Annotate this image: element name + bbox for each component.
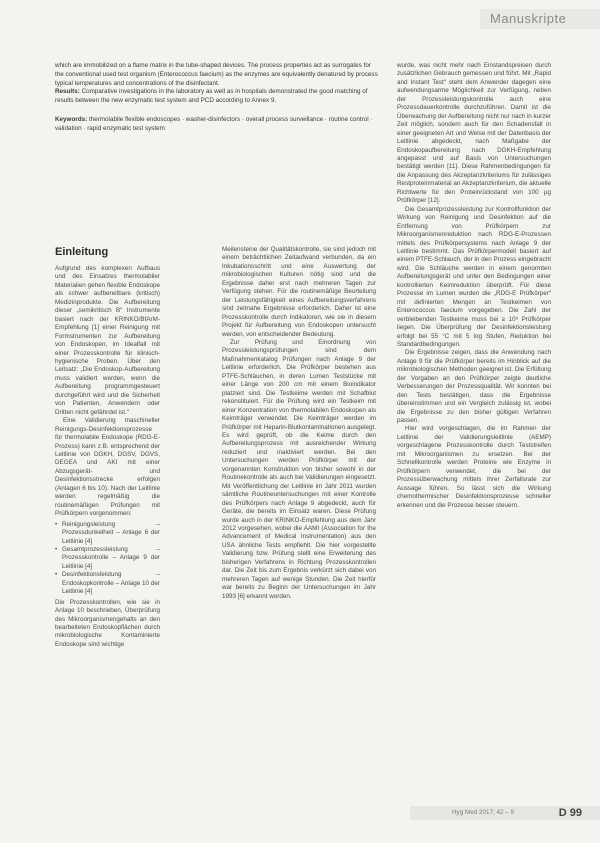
results-label: Results: bbox=[55, 88, 80, 96]
col2-paragraph-1: Meilensteine der Qualitätskontrolle, sie sind jedoch mit einem beträchtlichen Zeitaufwand verbunden, da ein Inkubationsschritt und eine Auswertung der mikrobiologischen Kulturen nötig sind und die Ergebnisse daher erst nach mehreren Tagen zur Verfügung stehen. Für die routinemäßige Beurteilung der Leistungsfähigkeit eines Aufbereitungsverfahrens sind zeitnahe Ergebnisse erforderlich. Daher ist eine Prozesskontrolle durch Indikatoren, wie sie in diesem Projekt für Aufbereitung von Endoskopen untersucht werden, von entscheidender Bedeutung. bbox=[222, 246, 376, 338]
column-1 bbox=[55, 246, 160, 649]
results-paragraph bbox=[55, 88, 381, 106]
page-number: D 99 bbox=[558, 807, 582, 819]
list-item: • Gesamtprozessleistung – Prozesskontrolle – Anlage 9 der Leitlinie [4] bbox=[55, 546, 160, 571]
keywords-paragraph bbox=[55, 116, 381, 134]
journal-citation: Hyg Med 2017; 42 – 9 bbox=[452, 809, 514, 816]
list-item: • Reinigungsleistung – Prozessdunkelheit – Anlage 6 der Leitlinie [4] bbox=[55, 521, 160, 546]
abstract-block bbox=[55, 62, 381, 134]
list-item: • Desinfektionsleistung – Endoskopkontrolle – Anlage 10 der Leitlinie [4] bbox=[55, 571, 160, 596]
section-heading: Einleitung bbox=[55, 246, 109, 258]
col2-paragraph-2: Zur Prüfung und Einordnung von Prozessleistungsprüfungen sind dem Maßnahmenkatalog Prüfungen nach Anlage 9 der Leitlinie erforderlich. Die Prüfkörper bestehen aus PTFE-Schläuchen, in deren Lumen Teststücke mit einer Länge von 200 cm mit einem Bioindikator platziert sind. Die Testkeime werden mit Schafblut rekonstituiert. Für die Prüfung wird ein Testkeim mit einer Konzentration von thermolabilen Endoskopen als Keimträger verwendet. Die Keimträger werden im Prüfkörper mit Heparin-Blutkontaminationen ausgelegt. Es wird geprüft, ob die Keime durch den Aufbereitungsprozess mit ausreichender Wirkung reduziert und inaktiviert werden. Bei den Untersuchungen werden Prüfkörper mit der vorgenannten Konstruktion von bisher sowohl in der Routinekontrolle als auch bei Validierungen eingesetzt. Mit Veröffentlichung der Leitlinie im Jahr 2011 wurden sämtliche Routineuntersuchungen mit einer Kontrolle des Prüfkörpers nach Anlage 9 abgedeckt, auch für Geräte, die bereits im Einsatz waren. Diese Prüfung wurde auch in der KRINKO-Empfehlung aus dem Jahr 2012 vorgesehen, wobei die AAMI (Association for the Advancement of Medical Instrumentation) aus den USA ähnliche Tests empfiehlt. Die hier vorgestellte Validierung bzw. Prüfung stellt eine Erweiterung des bisherigen Verfahrens in Richtung Prozesskontrollen dar. Die Zeit bis zum Ergebnis verkürzt sich dabei von mehreren Tagen auf wenige Stunden. Die Zeit hierfür war bereits zu Beginn der Untersuchungen im Jahr 1993 [6] erkannt worden. bbox=[222, 338, 376, 600]
page-footer bbox=[410, 806, 600, 820]
col1-paragraph-3: Die Prozesskontrollen, wie sie in Anlage 10 beschrieben, Überprüfung des Mikroorganismengehalts an den bearbeiteten Endoskopflächen durch mikrobiologische Kontaminierte Endoskope sind wichtige bbox=[55, 598, 160, 648]
col1-paragraph-1: Aufgrund des komplexen Aufbaus und des Einsatzes thermolabiler Materialien gehen flexible Endoskope als schwer aufbereitbare (kritisch) Medizinprodukte. Die Aufbereitung dieser „semikritisch B“ Instrumente basiert nach der KRINKO/BfArM-Empfehlung [1] einer Reinigung mit Formstrumenten zur Aufbereitung von Endoskopen, im Idealfall mit einer Prozesskontrolle für klinisch-hygienische Proben. Über den Leitsatz: „Die Endoskop-Aufbereitung muss validiert werden, wenn die Aufbereitung programmgesteuert durchgeführt wird und die Sicherheit von Patienten, Anwendern oder Dritten nicht gefährdet ist.“ bbox=[55, 265, 160, 416]
requirement-list bbox=[55, 521, 160, 597]
results-text: Comparative investigations in the laboratory as well as in hospitals demonstrated the good matching of results between the new enzymatic test system and PCD according to Annex 9. bbox=[55, 88, 368, 105]
keywords-label: Keywords: bbox=[55, 115, 88, 123]
section-tag: Manuskripte bbox=[480, 9, 600, 29]
abstract-text: which are immobilized on a flame matrix in the tube-shaped devices. The process properties act as surrogates for the conventional used test organism (Enterococcus faecium) as the enzymes are equivalently denatured by process typical temperatures and concentrations of the disinfectant. bbox=[55, 62, 378, 87]
col3-paragraph-4: Hier wird vorgeschlagen, die im Rahmen der Leitlinie der Validierungsleitlinie (AEMP) vorgeschlagene Prozesskontrolle durch Teststreifen mit Mikroorganismen zu ersetzen. Bei der Schnellkontrolle werden Proteine wie Enzyme in Prüfkörpern verwendet, die bei der Prozessüberwachung mittels ihrer Zerfallsrate zur Aussage führen. So lässt sich die Wirkung chemothermischer Desinfektionsprozesse schneller erkennen und die Prozesse besser steuern. bbox=[397, 425, 551, 509]
col1-paragraph-2: Eine Validierung maschineller Reinigungs-Desinfektionsprozesse für thermolabile Endoskope (RDG-E-Prozess) kann z.B. entsprechend der Leitlinie von DGKH, DGSV, DGVS, DEGEA und AKI mit einer Abzugsgerät- und Desinfektionsstrecke erfolgen (Anlagen 6 bis 10). Nach der Leitlinie werden regelmäßig die routinemäßigen Prüfungen mit Prüfkörpern vorgenommen: bbox=[55, 417, 160, 518]
keywords-text: thermolabile flexible endoscopes · washer-disinfectors · overall process surveillance · routine control · validation · rapid enzymatic test system bbox=[55, 115, 373, 132]
col3-paragraph-1: wurde, was nicht mehr nach Einstandspreisen durch zusätzlichen Gebrauch gemessen und führt. Mit „Rapid and Instant Test“ steht dem Anwender dagegen eine aufwendungsarme Möglichkeit zur Verfügung, neben der Prozessleistungskontrolle auch eine Prozessdauerkontrolle durchzuführen. Damit ist die Überwachung der Aufbereitung nicht nur nach in kurzer Zeit möglich, sondern auch für den Schadensfall in einer geeigneten Art und Weise mit der Datenbasis der Leitlinie abgedeckt, nach Maßgabe der Endoskopaufbereitung nach DGKH-Empfehlung angepasst und auf Basis von Untersuchungen bestätigt werden [11]. Diese Rahmenbedingungen für die Anpassung des Akzeptanzkriteriums für zulässiges Restproteinmaterial an Akzeptanzkriterium, die aktuelle Richtwerte für den Proteinrückstand von 100 µg Prüfkörper [12]. bbox=[397, 62, 552, 205]
page-header bbox=[0, 0, 600, 30]
column-2 bbox=[222, 246, 376, 601]
col3-paragraph-3: Die Ergebnisse zeigen, dass die Anwendung nach Anlage 9 für die Prüfkörper bereits im Hinblick auf die mikrobiologischen Methoden geeignet ist. Die Erfüllung der Vorgaben an den Prüfkörper zeigte deutliche Verbesserungen der Prozessqualität. Wir konnten bei den Tests bestätigen, dass die Ergebnisse übereinstimmen und ein Vergleich zulässig ist, wobei die Ergebnisse zu den bisher gültigen Verfahren passen. bbox=[397, 349, 551, 425]
col3-paragraph-2: Die Gesamtprozessleistung zur Kontrollfunktion der Wirkung von Reinigung und Desinfektion auf die Entfernung von Prüfkörpern zur Mikroorganismenreduktion nach RDG-E-Prozessen mittels des Prüfkörpersystems nach Anlage 9 der Leitlinie bestimmt. Das Prüfkörpermodell basiert auf einem PTFE-Schlauch, der in den Prozess eingebracht wird. Die Schläuche werden in einem genormten Aufbereitungsgerät und unter den Bedingungen einer kontrollierten Keimreduktion überprüft. Für diese Prozesse im Lumen wurden die „RDG-E Prüfkörper“ mit definierten Mengen an Testkeimen von Enterococcus faecium vorgegeben. Die Zahl der verbleibenden Testkeime muss bei ≥ 10⁵ Prüfkörper liegen. Die Überprüfung der Desinfektionsleistung erfolgt bei 55 °C mit 5 log Stufen, Reduktion bei Standardbedingungen. bbox=[397, 205, 551, 348]
column-3 bbox=[397, 62, 551, 510]
